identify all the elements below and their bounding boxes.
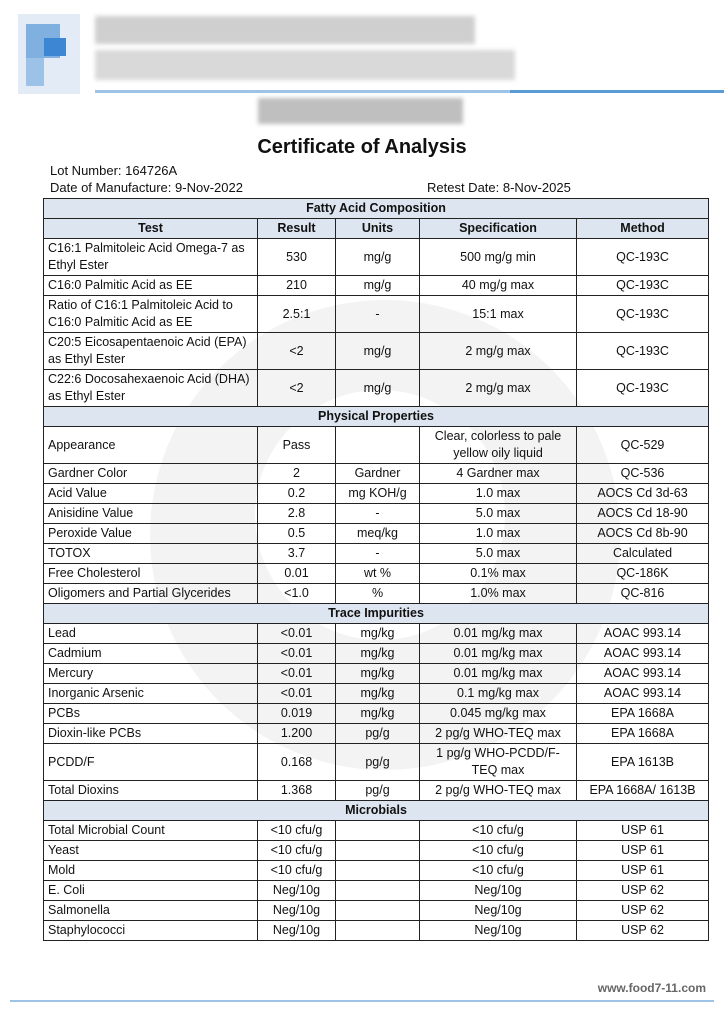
result-value: 1.200 xyxy=(258,724,336,744)
test-name: Inorganic Arsenic xyxy=(44,684,258,704)
test-name: Mold xyxy=(44,861,258,881)
test-name: C20:5 Eicosapentaenoic Acid (EPA) as Ethyl Ester xyxy=(44,333,258,370)
specification-value: <10 cfu/g xyxy=(420,841,577,861)
column-header: Specification xyxy=(420,219,577,239)
table-row xyxy=(44,624,709,644)
test-name: PCBs xyxy=(44,704,258,724)
test-name: Staphylococci xyxy=(44,921,258,941)
specification-value: Neg/10g xyxy=(420,921,577,941)
manufacture-date: Date of Manufacture: 9-Nov-2022 xyxy=(50,180,243,195)
result-value: 0.019 xyxy=(258,704,336,724)
table-row xyxy=(44,744,709,781)
table-row xyxy=(44,644,709,664)
test-name: Acid Value xyxy=(44,484,258,504)
specification-value: Neg/10g xyxy=(420,881,577,901)
method-value: AOAC 993.14 xyxy=(577,644,709,664)
analysis-table xyxy=(43,198,709,941)
specification-value: <10 cfu/g xyxy=(420,821,577,841)
section-header-row xyxy=(44,801,709,821)
table-row xyxy=(44,724,709,744)
method-value: Calculated xyxy=(577,544,709,564)
table-row xyxy=(44,427,709,464)
result-value: <0.01 xyxy=(258,624,336,644)
section-title: Trace Impurities xyxy=(44,604,709,624)
units-value: mg KOH/g xyxy=(336,484,420,504)
test-name: Free Cholesterol xyxy=(44,564,258,584)
test-name: C22:6 Docosahexaenoic Acid (DHA) as Ethyl Ester xyxy=(44,370,258,407)
specification-value: 0.045 mg/kg max xyxy=(420,704,577,724)
test-name: Appearance xyxy=(44,427,258,464)
table-row xyxy=(44,901,709,921)
method-value: USP 61 xyxy=(577,821,709,841)
method-value: QC-529 xyxy=(577,427,709,464)
specification-value: 0.01 mg/kg max xyxy=(420,624,577,644)
result-value: <2 xyxy=(258,370,336,407)
specification-value: 500 mg/g min xyxy=(420,239,577,276)
column-header: Result xyxy=(258,219,336,239)
column-header: Test xyxy=(44,219,258,239)
test-name: Salmonella xyxy=(44,901,258,921)
result-value: <1.0 xyxy=(258,584,336,604)
footer-url: www.food7-11.com xyxy=(597,981,706,995)
specification-value: 2 mg/g max xyxy=(420,333,577,370)
result-value: 2.5:1 xyxy=(258,296,336,333)
page-title: Certificate of Analysis xyxy=(257,136,467,158)
table-row xyxy=(44,276,709,296)
units-value: % xyxy=(336,584,420,604)
result-value: 0.168 xyxy=(258,744,336,781)
table-row xyxy=(44,296,709,333)
units-value: - xyxy=(336,296,420,333)
table-row xyxy=(44,484,709,504)
method-value: QC-816 xyxy=(577,584,709,604)
specification-value: 2 pg/g WHO-TEQ max xyxy=(420,724,577,744)
units-value xyxy=(336,427,420,464)
specification-value: 1 pg/g WHO-PCDD/F-TEQ max xyxy=(420,744,577,781)
units-value: meq/kg xyxy=(336,524,420,544)
method-value: EPA 1613B xyxy=(577,744,709,781)
result-value: Pass xyxy=(258,427,336,464)
units-value: mg/g xyxy=(336,276,420,296)
test-name: TOTOX xyxy=(44,544,258,564)
table-row xyxy=(44,881,709,901)
result-value: 3.7 xyxy=(258,544,336,564)
method-value: QC-193C xyxy=(577,370,709,407)
specification-value: 5.0 max xyxy=(420,504,577,524)
units-value: mg/g xyxy=(336,333,420,370)
method-value: QC-193C xyxy=(577,296,709,333)
test-name: E. Coli xyxy=(44,881,258,901)
test-name: Oligomers and Partial Glycerides xyxy=(44,584,258,604)
method-value: EPA 1668A/ 1613B xyxy=(577,781,709,801)
units-value xyxy=(336,821,420,841)
method-value: USP 62 xyxy=(577,921,709,941)
table-row xyxy=(44,921,709,941)
test-name: Total Microbial Count xyxy=(44,821,258,841)
units-value: - xyxy=(336,544,420,564)
result-value: 210 xyxy=(258,276,336,296)
specification-value: 40 mg/g max xyxy=(420,276,577,296)
units-value xyxy=(336,901,420,921)
method-value: AOAC 993.14 xyxy=(577,624,709,644)
method-value: USP 62 xyxy=(577,881,709,901)
units-value: mg/kg xyxy=(336,644,420,664)
result-value: <0.01 xyxy=(258,644,336,664)
result-value: Neg/10g xyxy=(258,881,336,901)
units-value: mg/g xyxy=(336,239,420,276)
product-name-blurred xyxy=(258,98,463,124)
units-value: mg/kg xyxy=(336,624,420,644)
column-header-row xyxy=(44,219,709,239)
method-value: EPA 1668A xyxy=(577,704,709,724)
test-name: Yeast xyxy=(44,841,258,861)
method-value: QC-536 xyxy=(577,464,709,484)
table-row xyxy=(44,861,709,881)
result-value: 0.01 xyxy=(258,564,336,584)
test-name: Anisidine Value xyxy=(44,504,258,524)
method-value: QC-193C xyxy=(577,333,709,370)
result-value: <0.01 xyxy=(258,684,336,704)
table-row xyxy=(44,841,709,861)
units-value: - xyxy=(336,504,420,524)
units-value: wt % xyxy=(336,564,420,584)
test-name: C16:1 Palmitoleic Acid Omega-7 as Ethyl Ester xyxy=(44,239,258,276)
result-value: 0.2 xyxy=(258,484,336,504)
specification-value: <10 cfu/g xyxy=(420,861,577,881)
units-value: mg/kg xyxy=(336,664,420,684)
method-value: AOAC 993.14 xyxy=(577,664,709,684)
specification-value: 5.0 max xyxy=(420,544,577,564)
test-name: Mercury xyxy=(44,664,258,684)
test-name: Peroxide Value xyxy=(44,524,258,544)
specification-value: 0.1 mg/kg max xyxy=(420,684,577,704)
column-header: Units xyxy=(336,219,420,239)
test-name: C16:0 Palmitic Acid as EE xyxy=(44,276,258,296)
test-name: Lead xyxy=(44,624,258,644)
result-value: 1.368 xyxy=(258,781,336,801)
table-row xyxy=(44,584,709,604)
test-name: Total Dioxins xyxy=(44,781,258,801)
result-value: <10 cfu/g xyxy=(258,841,336,861)
specification-value: 0.01 mg/kg max xyxy=(420,644,577,664)
company-tagline-blurred xyxy=(95,50,515,80)
specification-value: Clear, colorless to pale yellow oily liquid xyxy=(420,427,577,464)
result-value: Neg/10g xyxy=(258,901,336,921)
units-value: pg/g xyxy=(336,744,420,781)
specification-value: 0.01 mg/kg max xyxy=(420,664,577,684)
method-value: USP 61 xyxy=(577,861,709,881)
specification-value: 1.0 max xyxy=(420,524,577,544)
test-name: PCDD/F xyxy=(44,744,258,781)
table-row xyxy=(44,370,709,407)
result-value: <10 cfu/g xyxy=(258,821,336,841)
test-name: Cadmium xyxy=(44,644,258,664)
table-row xyxy=(44,684,709,704)
test-name: Ratio of C16:1 Palmitoleic Acid to C16:0 Palmitic Acid as EE xyxy=(44,296,258,333)
table-row xyxy=(44,781,709,801)
section-title: Fatty Acid Composition xyxy=(44,199,709,219)
specification-value: 2 mg/g max xyxy=(420,370,577,407)
table-row xyxy=(44,544,709,564)
retest-date: Retest Date: 8-Nov-2025 xyxy=(427,180,571,195)
method-value: QC-186K xyxy=(577,564,709,584)
units-value: mg/g xyxy=(336,370,420,407)
specification-value: 1.0% max xyxy=(420,584,577,604)
company-logo-icon xyxy=(18,14,80,94)
test-name: Gardner Color xyxy=(44,464,258,484)
method-value: QC-193C xyxy=(577,276,709,296)
table-row xyxy=(44,564,709,584)
specification-value: 0.1% max xyxy=(420,564,577,584)
specification-value: 4 Gardner max xyxy=(420,464,577,484)
result-value: <10 cfu/g xyxy=(258,861,336,881)
units-value: mg/kg xyxy=(336,684,420,704)
footer-rule xyxy=(10,1000,714,1002)
units-value: pg/g xyxy=(336,724,420,744)
table-row xyxy=(44,704,709,724)
table-row xyxy=(44,333,709,370)
method-value: QC-193C xyxy=(577,239,709,276)
method-value: AOAC 993.14 xyxy=(577,684,709,704)
company-name-blurred xyxy=(95,16,475,44)
result-value: 2.8 xyxy=(258,504,336,524)
result-value: <0.01 xyxy=(258,664,336,684)
units-value xyxy=(336,921,420,941)
units-value: mg/kg xyxy=(336,704,420,724)
method-value: AOCS Cd 8b-90 xyxy=(577,524,709,544)
header-rule-accent xyxy=(510,90,724,93)
column-header: Method xyxy=(577,219,709,239)
result-value: <2 xyxy=(258,333,336,370)
result-value: 530 xyxy=(258,239,336,276)
units-value xyxy=(336,841,420,861)
table-row xyxy=(44,464,709,484)
section-title: Microbials xyxy=(44,801,709,821)
result-value: 0.5 xyxy=(258,524,336,544)
specification-value: 2 pg/g WHO-TEQ max xyxy=(420,781,577,801)
section-header-row xyxy=(44,604,709,624)
units-value: pg/g xyxy=(336,781,420,801)
units-value: Gardner xyxy=(336,464,420,484)
table-row xyxy=(44,239,709,276)
method-value: USP 62 xyxy=(577,901,709,921)
method-value: AOCS Cd 18-90 xyxy=(577,504,709,524)
method-value: EPA 1668A xyxy=(577,724,709,744)
method-value: USP 61 xyxy=(577,841,709,861)
table-row xyxy=(44,504,709,524)
units-value xyxy=(336,881,420,901)
test-name: Dioxin-like PCBs xyxy=(44,724,258,744)
units-value xyxy=(336,861,420,881)
section-title: Physical Properties xyxy=(44,407,709,427)
table-row xyxy=(44,821,709,841)
table-row xyxy=(44,664,709,684)
specification-value: 1.0 max xyxy=(420,484,577,504)
table-row xyxy=(44,524,709,544)
specification-value: 15:1 max xyxy=(420,296,577,333)
section-header-row xyxy=(44,407,709,427)
method-value: AOCS Cd 3d-63 xyxy=(577,484,709,504)
section-header-row xyxy=(44,199,709,219)
specification-value: Neg/10g xyxy=(420,901,577,921)
result-value: 2 xyxy=(258,464,336,484)
result-value: Neg/10g xyxy=(258,921,336,941)
lot-number: Lot Number: 164726A xyxy=(50,163,178,178)
